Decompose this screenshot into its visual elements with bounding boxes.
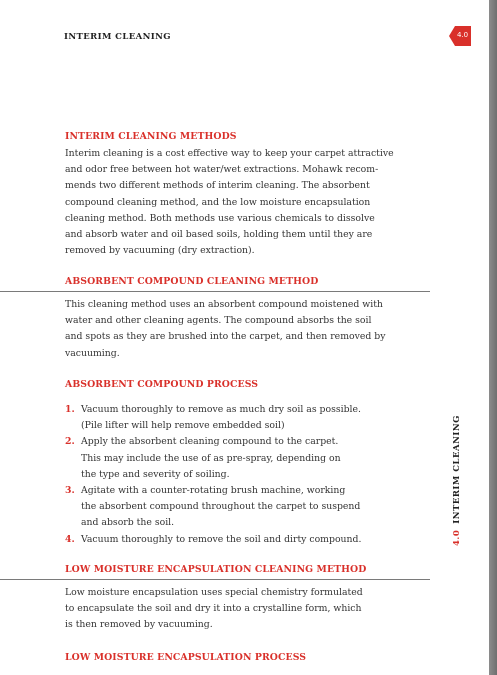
heading-low-moisture-method: LOW MOISTURE ENCAPSULATION CLEANING METHOD (65, 564, 367, 575)
side-section-number: 4.0 (452, 529, 462, 546)
text-line: and absorb water and oil based soils, holding them until they are (65, 229, 373, 241)
text-line: cleaning method. Both methods use various chemicals to dissolve (65, 212, 375, 224)
page-edge-shadow (489, 0, 497, 675)
side-section-title (452, 406, 466, 546)
running-head: INTERIM CLEANING (64, 32, 171, 42)
text-line: water and other cleaning agents. The compound absorbs the soil (65, 315, 372, 327)
text-line: This cleaning method uses an absorbent compound moistened with (65, 299, 383, 310)
text-line: the absorbent compound throughout the carpet to suspend (81, 501, 361, 513)
text-line: Apply the absorbent cleaning compound to the carpet. (81, 436, 339, 448)
list-item (65, 434, 435, 483)
step-number: 4. (65, 533, 75, 545)
text-line: vacuuming. (65, 347, 120, 359)
section-tab[interactable] (449, 26, 471, 46)
text-line: This may include the use of as pre-spray, depending on (81, 452, 341, 464)
text-line: is then removed by vacuuming. (65, 619, 213, 631)
text-line: removed by vacuuming (dry extraction). (65, 245, 255, 257)
text-line: Interim cleaning is a cost effective way to keep your carpet attractive (65, 148, 394, 159)
text-line: Agitate with a counter-rotating brush machine, working (81, 485, 346, 497)
text-line: the type and severity of soiling. (81, 468, 230, 480)
text-line: (Pile lifter will help remove embedded soil) (81, 420, 285, 432)
section-divider (0, 579, 430, 580)
list-item (65, 532, 435, 548)
paragraph-interim-cleaning-methods (65, 146, 430, 259)
text-line: and odor free between hot water/wet extractions. Mohawk recom- (65, 164, 379, 176)
process-steps-list (65, 402, 435, 548)
text-line: Vacuum thoroughly to remove as much dry soil as possible. (81, 404, 361, 415)
text-line: to encapsulate the soil and dry it into a crystalline form, which (65, 603, 362, 615)
paragraph-absorbent-compound-method (65, 297, 430, 362)
step-number: 2. (65, 436, 75, 448)
paragraph-low-moisture-method (65, 585, 430, 634)
section-divider (0, 291, 430, 292)
step-number: 3. (65, 485, 75, 497)
heading-absorbent-compound-process: ABSORBENT COMPOUND PROCESS (65, 379, 259, 390)
text-line: Vacuum thoroughly to remove the soil and dirty compound. (81, 533, 362, 545)
heading-low-moisture-process: LOW MOISTURE ENCAPSULATION PROCESS (65, 652, 307, 663)
step-number: 1. (65, 404, 75, 415)
list-item (65, 483, 435, 532)
text-line: and spots as they are brushed into the carpet, and then removed by (65, 331, 386, 343)
tab-label: 4.0 (457, 31, 469, 39)
side-section-label: INTERIM CLEANING (452, 415, 462, 524)
side-title-text (452, 415, 462, 546)
text-line: and absorb the soil. (81, 517, 175, 529)
text-line: mends two different methods of interim cleaning. The absorbent (65, 180, 370, 192)
text-line: compound cleaning method, and the low moisture encapsulation (65, 196, 371, 208)
text-line: Low moisture encapsulation uses special chemistry formulated (65, 587, 363, 598)
heading-absorbent-compound-method: ABSORBENT COMPOUND CLEANING METHOD (65, 276, 319, 287)
heading-interim-cleaning-methods: INTERIM CLEANING METHODS (65, 131, 237, 142)
list-item (65, 402, 435, 434)
